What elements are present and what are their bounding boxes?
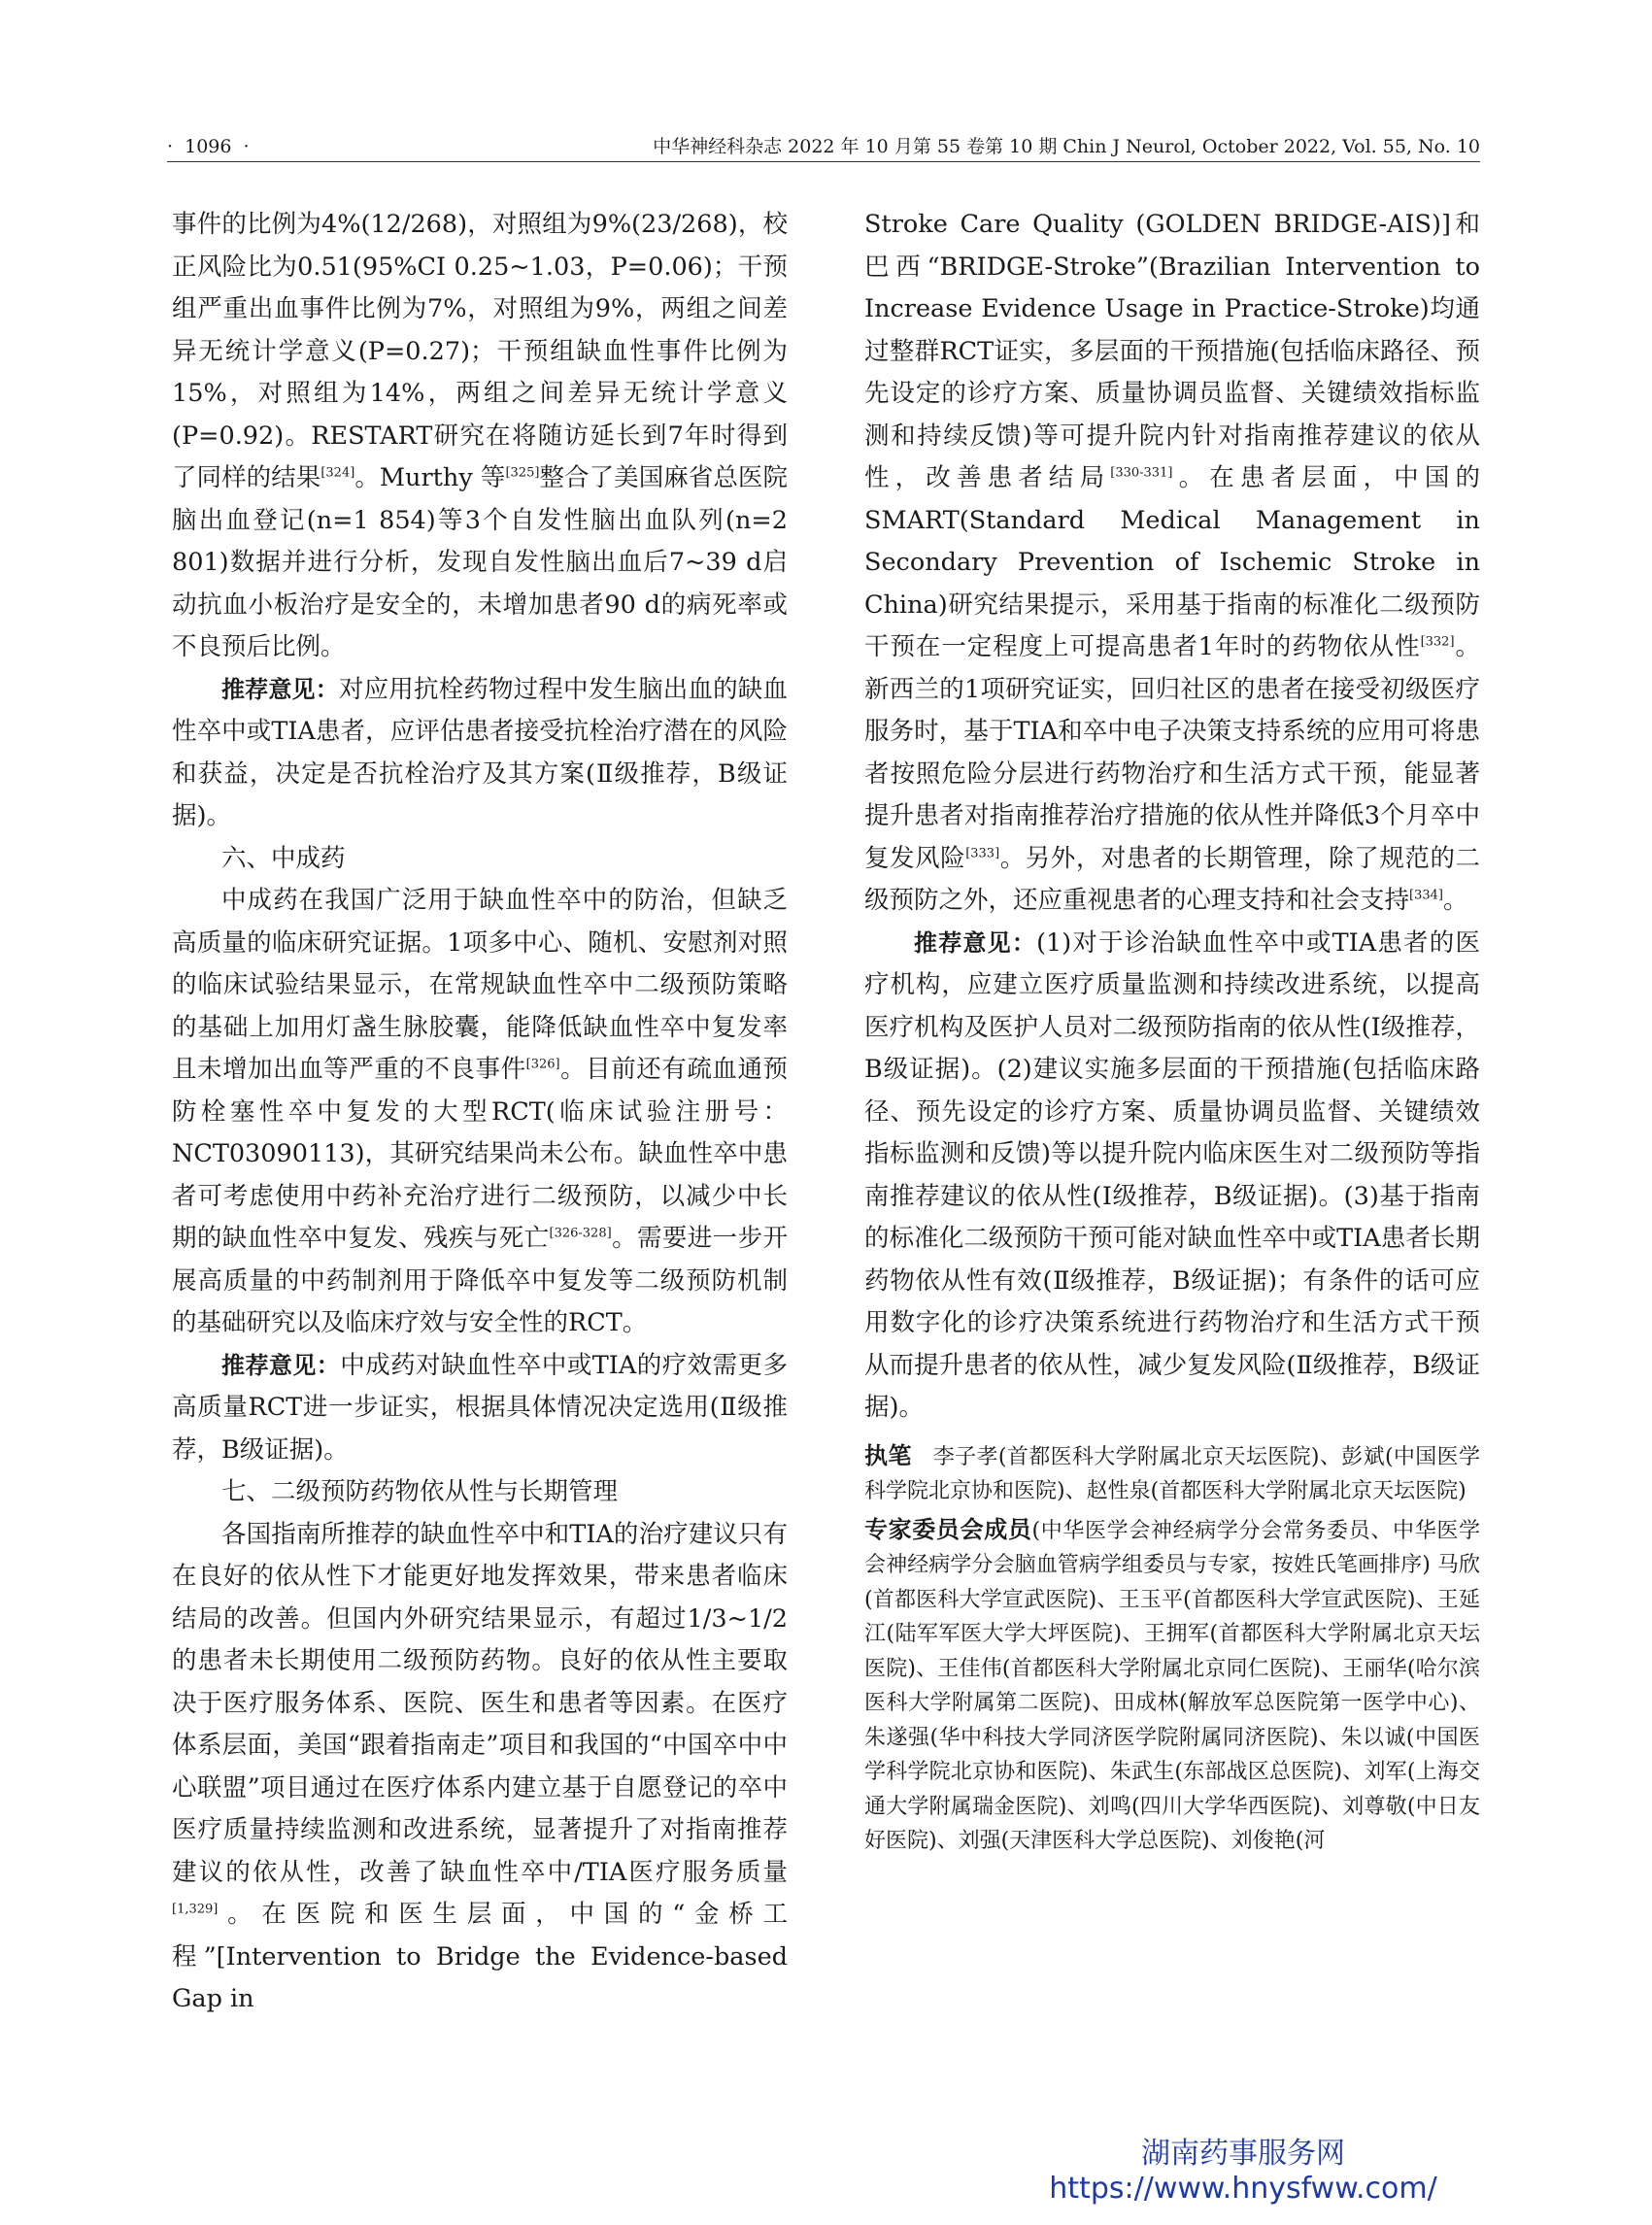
section-heading-tcm: 六、中成药	[221, 843, 346, 873]
citation: [330-331]	[1110, 465, 1173, 481]
committee-members: 专家委员会成员(中华医学会神经病学分会常务委员、中华医学会神经病学分会脑血管病学组委员与专家，按姓氏笔画排序) 马欣(首都医科大学宣武医院)、王玉平(首都医科大学宣武医院)、王延江(陆军军医大学大坪医院)、王拥军(首都医科大学附属北京天坛医院)、王佳伟(首都医科大学附属北京同仁医院)、王丽华(哈尔滨医科大学附属第二医院)、田成林(解放军总医院第一医学中心)、朱遂强(华中科技大学同济医学院附属同济医院)、朱以诚(中国医学科学院北京协和医院)、朱武生(东部战区总医院)、刘军(上海交通大学附属瑞金医院)、刘鸣(四川大学华西医院)、刘尊敬(中日友好医院)、刘强(天津医科大学总医院)、刘俊艳(河	[864, 1515, 1480, 1853]
recommendation-3: 推荐意见：(1)对于诊治缺血性卒中或TIA患者的医疗机构，应建立医疗质量监测和持续改进系统，以提高医疗机构及医护人员对二级预防指南的依从性(Ⅰ级推荐，B级证据)。(2)建议实施多层面的干预措施(包括临床路径、预先设定的诊疗方案、质量协调员监督、关键绩效指标监测和反馈)等以提升院内临床医生对二级预防等指南推荐建议的依从性(Ⅰ级推荐，B级证据)。(3)基于指南的标准化二级预防干预可能对缺血性卒中或TIA患者长期药物依从性有效(Ⅱ级推荐，B级证据)；有条件的话可应用数字化的诊疗决策系统进行药物治疗和生活方式干预从而提升患者的依从性，减少复发风险(Ⅱ级推荐，B级证据)。	[864, 927, 1480, 1422]
section-heading-adherence: 七、二级预防药物依从性与长期管理	[221, 1477, 619, 1506]
citation: [324]	[320, 465, 355, 481]
paragraph-interventions: Stroke Care Quality (GOLDEN BRIDGE-AIS)]和巴西“BRIDGE-Stroke”(Brazilian Intervention to Increase Evidence Usage in Practice-Stroke)均通过整群RCT证实，多层面的干预措施(包括临床路径、预先设定的诊疗方案、质量协调员监督、关键绩效指标监测和持续反馈)等可提升院内针对指南推荐建议的依从性，改善患者结局[330-331]。在患者层面，中国的SMART(Standard Medical Management in Secondary Prevention of Ischemic Stroke in China)研究结果提示，采用基于指南的标准化二级预防干预在一定程度上可提高患者1年时的药物依从性[332]。新西兰的1项研究证实，回归社区的患者在接受初级医疗服务时，基于TIA和卒中电子决策支持系统的应用可将患者按照危险分层进行药物治疗和生活方式干预，能显著提升患者对指南推荐治疗措施的依从性并降低3个月卒中复发风险[333]。另外，对患者的长期管理，除了规范的二级预防之外，还应重视患者的心理支持和社会支持[334]。	[864, 210, 1480, 915]
recommendation-1: 推荐意见：对应用抗栓药物过程中发生脑出血的缺血性卒中或TIA患者，应评估患者接受抗栓治疗潜在的风险和获益，决定是否抗栓治疗及其方案(Ⅱ级推荐，B级证据)。	[172, 674, 788, 830]
recommendation-label: 推荐意见：	[221, 675, 339, 703]
watermark-title: 湖南药事服务网	[1141, 2137, 1345, 2171]
citation: [325]	[505, 465, 540, 481]
site-watermark	[1020, 2137, 1467, 2207]
recommendation-label: 推荐意见：	[914, 928, 1037, 957]
citation: [1,329]	[172, 1902, 219, 1917]
paragraph-restart: 事件的比例为4%(12/268)，对照组为9%(23/268)，校正风险比为0.51(95%CI 0.25~1.03，P=0.06)；干预组严重出血事件比例为7%，对照组为9%，两组之间差异无统计学意义(P=0.27)；干预组缺血性事件比例为15%，对照组为14%，两组之间差异无统计学意义(P=0.92)。RESTART研究在将随访延长到7年时得到了同样的结果[324]。Murthy 等[325]整合了美国麻省总医院脑出血登记(n=1 854)等3个自发性脑出血队列(n=2 801)数据并进行分析，发现自发性脑出血后7~39 d启动抗血小板治疗是安全的，未增加患者90 d的病死率或不良预后比例。	[172, 210, 788, 661]
page-number: · 1096 ·	[167, 136, 250, 157]
paragraph-adherence: 各国指南所推荐的缺血性卒中和TIA的治疗建议只有在良好的依从性下才能更好地发挥效果，带来患者临床结局的改善。但国内外研究结果显示，有超过1/3~1/2的患者未长期使用二级预防药物。良好的依从性主要取决于医疗服务体系、医院、医生和患者等因素。在医疗体系层面，美国“跟着指南走”项目和我国的“中国卒中中心联盟”项目通过在医疗体系内建立基于自愿登记的卒中医疗质量持续监测和改进系统，显著提升了对指南推荐建议的依从性，改善了缺血性卒中/TIA医疗服务质量[1,329]。在医院和医生层面，中国的“金桥工程”[Intervention to Bridge the Evidence-based Gap in	[172, 1519, 788, 2013]
committee-label: 专家委员会成员	[864, 1515, 1032, 1543]
recommendation-2: 推荐意见：中成药对缺血性卒中或TIA的疗效需更多高质量RCT进一步证实，根据具体情况决定选用(Ⅱ级推荐，B级证据)。	[172, 1350, 789, 1465]
citation: [333]	[965, 846, 1000, 860]
recommendation-label: 推荐意见：	[221, 1351, 341, 1379]
running-header	[167, 132, 1480, 162]
right-column	[864, 204, 1480, 1859]
writer-label: 执笔	[864, 1441, 912, 1469]
watermark-url[interactable]: https://www.hnysfww.com/	[1049, 2172, 1437, 2206]
left-column	[172, 204, 788, 2021]
citation: [326-328]	[549, 1226, 612, 1241]
journal-citation: 中华神经科杂志 2022 年 10 月第 55 卷第 10 期 Chin J Neurol, October 2022, Vol. 55, No. 10	[653, 136, 1480, 157]
writers: 执笔 李子孝(首都医科大学附属北京天坛医院)、彭斌(中国医学科学院北京协和医院)、赵性泉(首都医科大学附属北京天坛医院)	[864, 1441, 1480, 1503]
citation: [334]	[1409, 888, 1443, 903]
citation: [332]	[1420, 634, 1455, 650]
paragraph-tcm: 中成药在我国广泛用于缺血性卒中的防治，但缺乏高质量的临床研究证据。1项多中心、随机、安慰剂对照的临床试验结果显示，在常规缺血性卒中二级预防策略的基础上加用灯盏生脉胶囊，能降低缺血性卒中复发率且未增加出血等严重的不良事件[326]。目前还有疏血通预防栓塞性卒中复发的大型RCT(临床试验注册号：NCT03090113)，其研究结果尚未公布。缺血性卒中患者可考虑使用中药补充治疗进行二级预防，以减少中长期的缺血性卒中复发、残疾与死亡[326-328]。需要进一步开展高质量的中药制剂用于降低卒中复发等二级预防机制的基础研究以及临床疗效与安全性的RCT。	[172, 886, 788, 1337]
citation: [326]	[525, 1057, 560, 1072]
